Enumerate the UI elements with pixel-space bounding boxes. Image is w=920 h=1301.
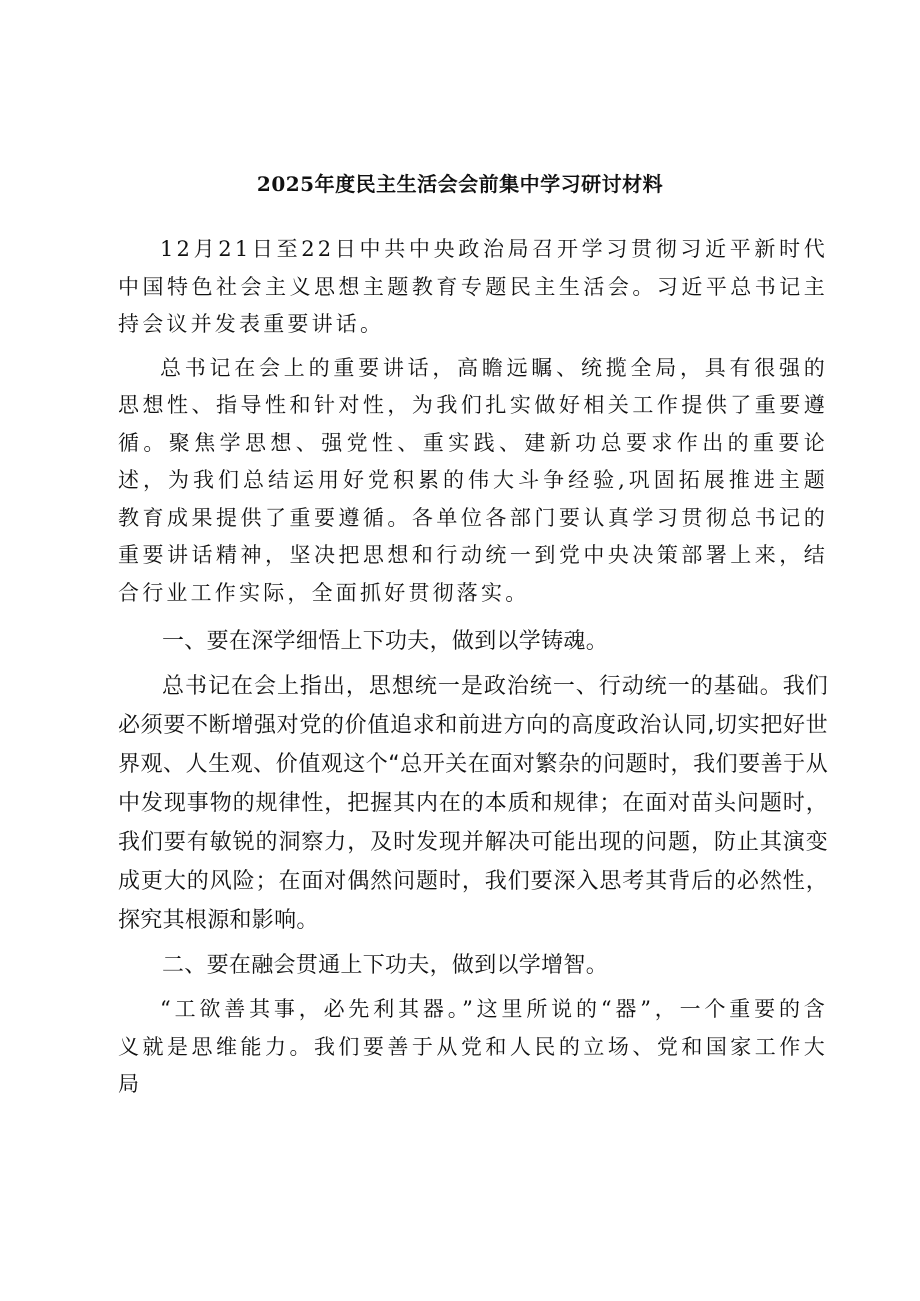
paragraph-section-2: “工欲善其事，必先利其器。”这里所说的“器”，一个重要的含义就是思维能力。我们要善于从党和人民的立场、党和国家工作大局	[118, 997, 828, 1096]
document-body	[118, 231, 828, 1104]
document-title: 2025年度民主生活会会前集中学习研讨材料	[256, 172, 664, 196]
paragraph-meeting-intro: 12月21日至22日中共中央政治局召开学习贯彻习近平新时代中国特色社会主义思想主题教育专题民主生活会。习近平总书记主持会议并发表重要讲话。	[118, 237, 828, 336]
section-heading-2: 二、要在融会贯通上下功夫，做到以学增智。	[162, 953, 609, 978]
paragraph-section-1: 总书记在会上指出，思想统一是政治统一、行动统一的基础。我们必须要不断增强对党的价值追求和前进方向的高度政治认同,切实把好世界观、人生观、价值观这个“总开关在面对繁杂的问题时，我们要善于从中发现事物的规律性，把握其内在的本质和规律；在面对苗头问题时，我们要有敏锐的洞察力，及时发现并解决可能出现的问题，防止其演变成更大的风险；在面对偶然问题时，我们要深入思考其背后的必然性，探究其根源和影响。	[118, 674, 828, 933]
paragraph-speech-significance: 总书记在会上的重要讲话，高瞻远瞩、统揽全局，具有很强的思想性、指导性和针对性，为我们扎实做好相关工作提供了重要遵循。聚焦学思想、强党性、重实践、建新功总要求作出的重要论述，为我们总结运用好党积累的伟大斗争经验,巩固拓展推进主题教育成果提供了重要遵循。各单位各部门要认真学习贯彻总书记的重要讲话精神，坚决把思想和行动统一到党中央决策部署上来，结合行业工作实际，全面抓好贯彻落实。	[118, 355, 828, 605]
section-heading-1: 一、要在深学细悟上下功夫，做到以学铸魂。	[162, 629, 609, 654]
